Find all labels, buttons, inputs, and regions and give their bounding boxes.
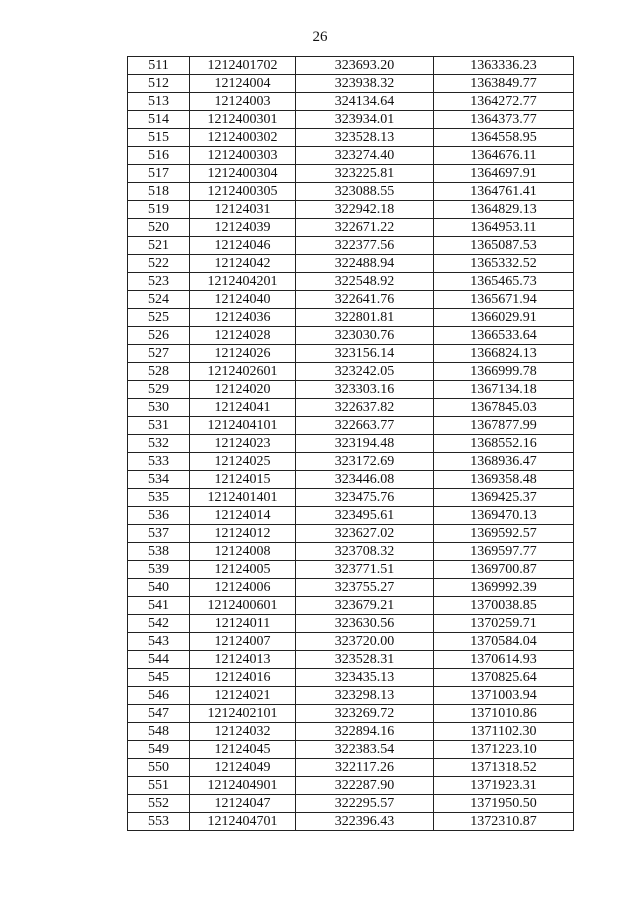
y-coordinate-cell: 1369425.37	[434, 489, 574, 507]
x-coordinate-cell: 323708.32	[296, 543, 434, 561]
table-row	[128, 219, 574, 237]
y-coordinate-cell: 1367877.99	[434, 417, 574, 435]
point-id-cell: 1212404201	[190, 273, 296, 291]
row-number-cell: 522	[128, 255, 190, 273]
x-coordinate-cell: 322488.94	[296, 255, 434, 273]
y-coordinate-cell: 1363849.77	[434, 75, 574, 93]
point-id-cell: 12124045	[190, 741, 296, 759]
row-number-cell: 540	[128, 579, 190, 597]
x-coordinate-cell: 322295.57	[296, 795, 434, 813]
x-coordinate-cell: 322287.90	[296, 777, 434, 795]
y-coordinate-cell: 1369592.57	[434, 525, 574, 543]
y-coordinate-cell: 1369470.13	[434, 507, 574, 525]
x-coordinate-cell: 323693.20	[296, 57, 434, 75]
point-id-cell: 12124026	[190, 345, 296, 363]
y-coordinate-cell: 1364829.13	[434, 201, 574, 219]
x-coordinate-cell: 322383.54	[296, 741, 434, 759]
y-coordinate-cell: 1365465.73	[434, 273, 574, 291]
coordinates-table	[127, 56, 574, 831]
x-coordinate-cell: 323720.00	[296, 633, 434, 651]
point-id-cell: 12124021	[190, 687, 296, 705]
table-row	[128, 327, 574, 345]
x-coordinate-cell: 323030.76	[296, 327, 434, 345]
x-coordinate-cell: 322663.77	[296, 417, 434, 435]
table-row	[128, 111, 574, 129]
point-id-cell: 12124049	[190, 759, 296, 777]
coordinates-table-body	[128, 57, 574, 831]
row-number-cell: 541	[128, 597, 190, 615]
table-row	[128, 165, 574, 183]
point-id-cell: 12124003	[190, 93, 296, 111]
row-number-cell: 517	[128, 165, 190, 183]
x-coordinate-cell: 323172.69	[296, 453, 434, 471]
row-number-cell: 539	[128, 561, 190, 579]
x-coordinate-cell: 323528.31	[296, 651, 434, 669]
table-row	[128, 255, 574, 273]
table-row	[128, 309, 574, 327]
point-id-cell: 12124023	[190, 435, 296, 453]
table-row	[128, 435, 574, 453]
point-id-cell: 12124008	[190, 543, 296, 561]
point-id-cell: 1212404101	[190, 417, 296, 435]
y-coordinate-cell: 1366029.91	[434, 309, 574, 327]
point-id-cell: 12124011	[190, 615, 296, 633]
y-coordinate-cell: 1370259.71	[434, 615, 574, 633]
x-coordinate-cell: 322117.26	[296, 759, 434, 777]
y-coordinate-cell: 1369358.48	[434, 471, 574, 489]
x-coordinate-cell: 323269.72	[296, 705, 434, 723]
y-coordinate-cell: 1363336.23	[434, 57, 574, 75]
y-coordinate-cell: 1367845.03	[434, 399, 574, 417]
table-row	[128, 201, 574, 219]
y-coordinate-cell: 1371950.50	[434, 795, 574, 813]
point-id-cell: 12124012	[190, 525, 296, 543]
x-coordinate-cell: 323627.02	[296, 525, 434, 543]
y-coordinate-cell: 1364373.77	[434, 111, 574, 129]
x-coordinate-cell: 323242.05	[296, 363, 434, 381]
row-number-cell: 523	[128, 273, 190, 291]
y-coordinate-cell: 1365332.52	[434, 255, 574, 273]
row-number-cell: 535	[128, 489, 190, 507]
x-coordinate-cell: 323934.01	[296, 111, 434, 129]
x-coordinate-cell: 322637.82	[296, 399, 434, 417]
table-row	[128, 237, 574, 255]
y-coordinate-cell: 1370038.85	[434, 597, 574, 615]
row-number-cell: 529	[128, 381, 190, 399]
point-id-cell: 12124046	[190, 237, 296, 255]
table-row	[128, 453, 574, 471]
row-number-cell: 537	[128, 525, 190, 543]
x-coordinate-cell: 323194.48	[296, 435, 434, 453]
point-id-cell: 12124014	[190, 507, 296, 525]
table-row	[128, 147, 574, 165]
point-id-cell: 12124025	[190, 453, 296, 471]
x-coordinate-cell: 323475.76	[296, 489, 434, 507]
table-row	[128, 273, 574, 291]
x-coordinate-cell: 323630.56	[296, 615, 434, 633]
table-row	[128, 813, 574, 831]
y-coordinate-cell: 1369597.77	[434, 543, 574, 561]
row-number-cell: 533	[128, 453, 190, 471]
page-number: 26	[312, 29, 328, 45]
row-number-cell: 538	[128, 543, 190, 561]
y-coordinate-cell: 1369700.87	[434, 561, 574, 579]
y-coordinate-cell: 1368936.47	[434, 453, 574, 471]
table-row	[128, 381, 574, 399]
row-number-cell: 548	[128, 723, 190, 741]
point-id-cell: 12124040	[190, 291, 296, 309]
table-row	[128, 345, 574, 363]
row-number-cell: 536	[128, 507, 190, 525]
y-coordinate-cell: 1371003.94	[434, 687, 574, 705]
y-coordinate-cell: 1372310.87	[434, 813, 574, 831]
row-number-cell: 553	[128, 813, 190, 831]
table-row	[128, 75, 574, 93]
row-number-cell: 550	[128, 759, 190, 777]
x-coordinate-cell: 323938.32	[296, 75, 434, 93]
x-coordinate-cell: 322377.56	[296, 237, 434, 255]
y-coordinate-cell: 1364761.41	[434, 183, 574, 201]
table-row	[128, 777, 574, 795]
y-coordinate-cell: 1370584.04	[434, 633, 574, 651]
point-id-cell: 1212400302	[190, 129, 296, 147]
point-id-cell: 12124005	[190, 561, 296, 579]
y-coordinate-cell: 1364558.95	[434, 129, 574, 147]
point-id-cell: 12124028	[190, 327, 296, 345]
x-coordinate-cell: 322942.18	[296, 201, 434, 219]
row-number-cell: 525	[128, 309, 190, 327]
row-number-cell: 528	[128, 363, 190, 381]
row-number-cell: 552	[128, 795, 190, 813]
y-coordinate-cell: 1364272.77	[434, 93, 574, 111]
y-coordinate-cell: 1367134.18	[434, 381, 574, 399]
row-number-cell: 549	[128, 741, 190, 759]
point-id-cell: 12124036	[190, 309, 296, 327]
point-id-cell: 12124032	[190, 723, 296, 741]
point-id-cell: 12124016	[190, 669, 296, 687]
table-row	[128, 651, 574, 669]
point-id-cell: 12124020	[190, 381, 296, 399]
point-id-cell: 12124004	[190, 75, 296, 93]
row-number-cell: 513	[128, 93, 190, 111]
point-id-cell: 1212400601	[190, 597, 296, 615]
x-coordinate-cell: 322894.16	[296, 723, 434, 741]
table-row	[128, 183, 574, 201]
row-number-cell: 526	[128, 327, 190, 345]
table-row	[128, 129, 574, 147]
row-number-cell: 530	[128, 399, 190, 417]
y-coordinate-cell: 1365087.53	[434, 237, 574, 255]
y-coordinate-cell: 1366999.78	[434, 363, 574, 381]
row-number-cell: 546	[128, 687, 190, 705]
x-coordinate-cell: 323435.13	[296, 669, 434, 687]
table-row	[128, 633, 574, 651]
point-id-cell: 1212400305	[190, 183, 296, 201]
x-coordinate-cell: 323495.61	[296, 507, 434, 525]
point-id-cell: 1212400304	[190, 165, 296, 183]
row-number-cell: 547	[128, 705, 190, 723]
y-coordinate-cell: 1364697.91	[434, 165, 574, 183]
y-coordinate-cell: 1368552.16	[434, 435, 574, 453]
y-coordinate-cell: 1370825.64	[434, 669, 574, 687]
row-number-cell: 516	[128, 147, 190, 165]
row-number-cell: 521	[128, 237, 190, 255]
y-coordinate-cell: 1370614.93	[434, 651, 574, 669]
table-row	[128, 723, 574, 741]
point-id-cell: 1212401401	[190, 489, 296, 507]
table-row	[128, 741, 574, 759]
point-id-cell: 12124006	[190, 579, 296, 597]
y-coordinate-cell: 1366824.13	[434, 345, 574, 363]
point-id-cell: 12124013	[190, 651, 296, 669]
table-row	[128, 57, 574, 75]
x-coordinate-cell: 323446.08	[296, 471, 434, 489]
x-coordinate-cell: 323156.14	[296, 345, 434, 363]
table-row	[128, 363, 574, 381]
y-coordinate-cell: 1366533.64	[434, 327, 574, 345]
y-coordinate-cell: 1371223.10	[434, 741, 574, 759]
table-row	[128, 417, 574, 435]
y-coordinate-cell: 1371010.86	[434, 705, 574, 723]
point-id-cell: 1212404901	[190, 777, 296, 795]
row-number-cell: 542	[128, 615, 190, 633]
x-coordinate-cell: 323274.40	[296, 147, 434, 165]
row-number-cell: 551	[128, 777, 190, 795]
x-coordinate-cell: 323225.81	[296, 165, 434, 183]
y-coordinate-cell: 1371102.30	[434, 723, 574, 741]
y-coordinate-cell: 1364953.11	[434, 219, 574, 237]
x-coordinate-cell: 323771.51	[296, 561, 434, 579]
point-id-cell: 12124039	[190, 219, 296, 237]
row-number-cell: 527	[128, 345, 190, 363]
row-number-cell: 515	[128, 129, 190, 147]
row-number-cell: 520	[128, 219, 190, 237]
row-number-cell: 545	[128, 669, 190, 687]
row-number-cell: 518	[128, 183, 190, 201]
x-coordinate-cell: 323755.27	[296, 579, 434, 597]
row-number-cell: 531	[128, 417, 190, 435]
table-row	[128, 525, 574, 543]
point-id-cell: 1212401702	[190, 57, 296, 75]
x-coordinate-cell: 322396.43	[296, 813, 434, 831]
row-number-cell: 534	[128, 471, 190, 489]
point-id-cell: 12124015	[190, 471, 296, 489]
table-row	[128, 399, 574, 417]
y-coordinate-cell: 1371923.31	[434, 777, 574, 795]
table-row	[128, 507, 574, 525]
table-row	[128, 615, 574, 633]
row-number-cell: 532	[128, 435, 190, 453]
table-row	[128, 471, 574, 489]
x-coordinate-cell: 324134.64	[296, 93, 434, 111]
y-coordinate-cell: 1371318.52	[434, 759, 574, 777]
table-row	[128, 597, 574, 615]
row-number-cell: 512	[128, 75, 190, 93]
row-number-cell: 514	[128, 111, 190, 129]
x-coordinate-cell: 322801.81	[296, 309, 434, 327]
x-coordinate-cell: 323679.21	[296, 597, 434, 615]
table-row	[128, 543, 574, 561]
table-row	[128, 489, 574, 507]
point-id-cell: 12124047	[190, 795, 296, 813]
x-coordinate-cell: 323303.16	[296, 381, 434, 399]
point-id-cell: 1212402101	[190, 705, 296, 723]
point-id-cell: 1212402601	[190, 363, 296, 381]
table-row	[128, 669, 574, 687]
table-row	[128, 795, 574, 813]
table-row	[128, 687, 574, 705]
y-coordinate-cell: 1369992.39	[434, 579, 574, 597]
point-id-cell: 1212404701	[190, 813, 296, 831]
x-coordinate-cell: 323088.55	[296, 183, 434, 201]
table-row	[128, 579, 574, 597]
x-coordinate-cell: 323528.13	[296, 129, 434, 147]
point-id-cell: 1212400303	[190, 147, 296, 165]
x-coordinate-cell: 322671.22	[296, 219, 434, 237]
table-row	[128, 561, 574, 579]
point-id-cell: 12124041	[190, 399, 296, 417]
point-id-cell: 12124007	[190, 633, 296, 651]
table-row	[128, 291, 574, 309]
row-number-cell: 543	[128, 633, 190, 651]
table-row	[128, 759, 574, 777]
table-row	[128, 93, 574, 111]
table-row	[128, 705, 574, 723]
row-number-cell: 519	[128, 201, 190, 219]
row-number-cell: 511	[128, 57, 190, 75]
x-coordinate-cell: 322641.76	[296, 291, 434, 309]
row-number-cell: 524	[128, 291, 190, 309]
point-id-cell: 12124031	[190, 201, 296, 219]
point-id-cell: 12124042	[190, 255, 296, 273]
x-coordinate-cell: 323298.13	[296, 687, 434, 705]
y-coordinate-cell: 1364676.11	[434, 147, 574, 165]
x-coordinate-cell: 322548.92	[296, 273, 434, 291]
point-id-cell: 1212400301	[190, 111, 296, 129]
y-coordinate-cell: 1365671.94	[434, 291, 574, 309]
row-number-cell: 544	[128, 651, 190, 669]
